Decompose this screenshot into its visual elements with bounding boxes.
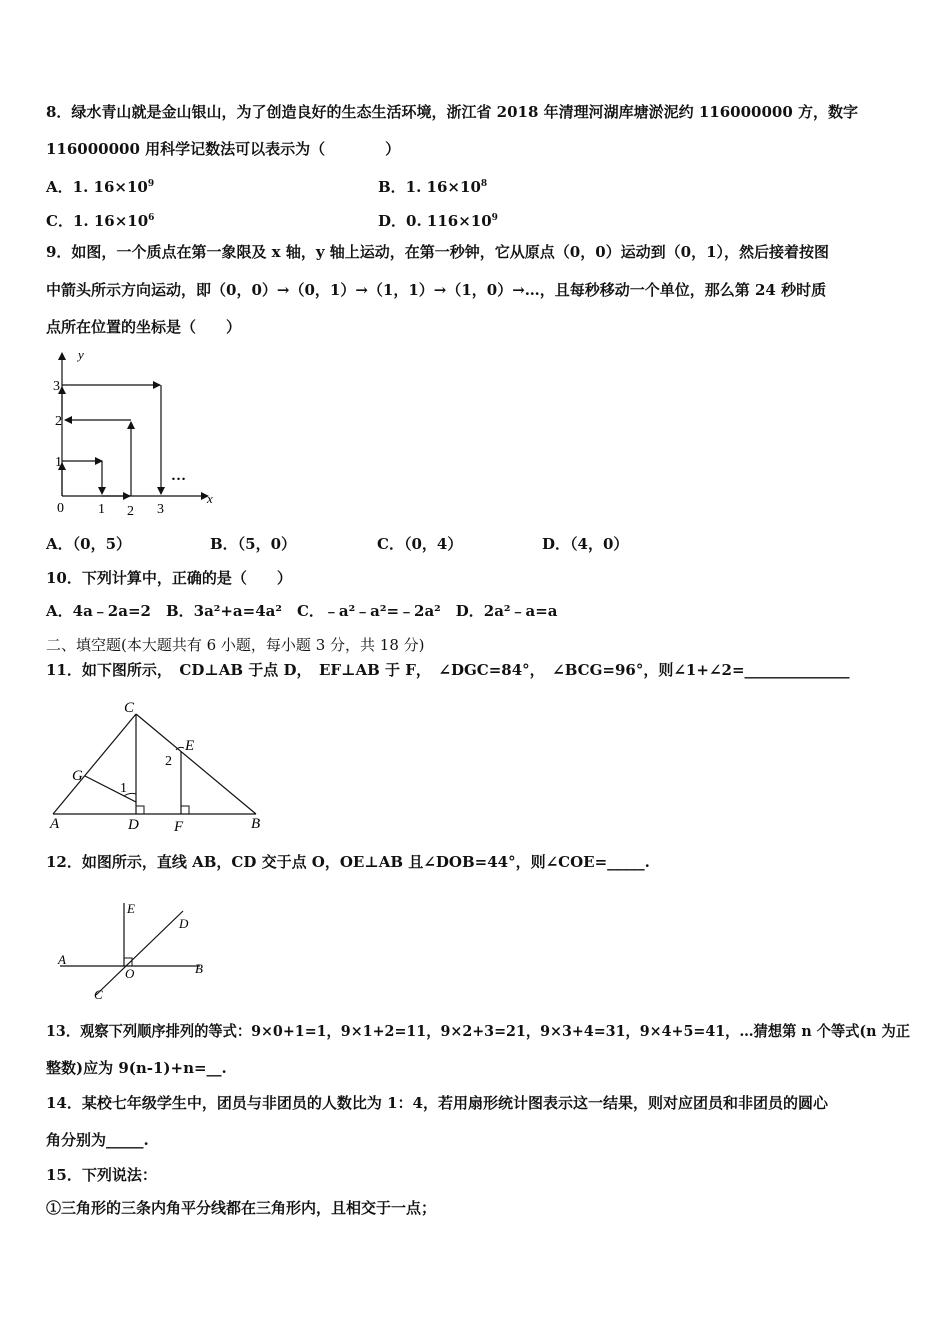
x-tick-2: 2: [127, 504, 134, 519]
q10-options: A．4a﹣2a=2 B．3a²+a=4a² C．﹣a²﹣a²=﹣2a² D．2a²﹣a=a: [46, 602, 558, 620]
y-tick-2: 2: [55, 414, 62, 429]
q9-option-c: C．（0，4）: [377, 535, 463, 553]
q11-stem: 11．如下图所示， CD⊥AB 于点 D， EF⊥AB 于 F， ∠DGC=84°， ∠BCG=96°，则∠1+∠2=______________: [46, 661, 850, 679]
x-tick-3: 3: [157, 502, 164, 517]
label-c: C: [124, 700, 135, 716]
q15-stem: 15．下列说法：: [46, 1166, 157, 1184]
y-tick-1: 1: [55, 455, 62, 470]
q13-line1: 13．观察下列顺序排列的等式：9×0+1=1，9×1+2=11，9×2+3=21，9×3+4=31，9×4+5=41，…猜想第 n 个等式(n 为正: [46, 1022, 910, 1040]
q15-item1: ①三角形的三条内角平分线都在三角形内，且相交于一点；: [46, 1199, 437, 1217]
q9-line1: 9．如图，一个质点在第一象限及 x 轴，y 轴上运动，在第一秒钟，它从原点（0，0）运动到（0，1），然后接着按图: [46, 243, 830, 261]
label-e: E: [127, 901, 135, 916]
label-d: D: [179, 916, 189, 931]
y-tick-3: 3: [53, 379, 60, 394]
q8-option-d: D．0. $116\times 10^9$: [378, 212, 498, 230]
angle-1-label: 1: [120, 781, 127, 796]
q10-stem: 10．下列计算中，正确的是（ ）: [46, 569, 292, 587]
label-d: D: [128, 817, 139, 833]
continuation-ellipsis: …: [171, 468, 186, 484]
label-f: F: [174, 819, 184, 835]
label-a: A: [50, 816, 60, 832]
q8-line1: 8．绿水青山就是金山银山，为了创造良好的生态生活环境，浙江省 2018 年清理河湖库塘淤泥约 116000000 方，数字: [46, 103, 859, 121]
q8-option-b: B．1. $16\times 10^8$: [378, 178, 488, 196]
q9-path-figure: [40, 345, 230, 520]
label-e: E: [185, 738, 195, 754]
q9-option-b: B．（5，0）: [210, 535, 297, 553]
x-axis-label: x: [207, 491, 213, 506]
q12-stem: 12．如图所示，直线 AB，CD 交于点 O，OE⊥AB 且∠DOB=44°，则∠COE=_____.: [46, 853, 650, 871]
q11-triangle-figure: [40, 692, 280, 842]
q8-option-a: A．1. $16\times 10^9$: [46, 178, 155, 196]
q14-line1: 14．某校七年级学生中，团员与非团员的人数比为 1：4，若用扇形统计图表示这一结果，则对应团员和非团员的圆心: [46, 1094, 828, 1112]
angle-2-label: 2: [165, 754, 172, 769]
label-b: B: [195, 961, 203, 976]
q8-option-c: C．1. $16\times 10^6$: [46, 212, 155, 230]
q9-option-a: A．（0，5）: [46, 535, 132, 553]
label-a: A: [58, 952, 66, 967]
q14-line2: 角分别为_____.: [46, 1131, 149, 1149]
y-axis-label: y: [78, 347, 84, 362]
label-o: O: [125, 966, 135, 981]
section2-heading: 二、填空题(本大题共有 6 小题，每小题 3 分，共 18 分): [46, 636, 425, 654]
q9-option-d: D．（4，0）: [542, 535, 629, 553]
label-g: G: [72, 768, 83, 784]
label-b: B: [251, 816, 261, 832]
label-c: C: [94, 987, 103, 1002]
q8-line2: 116000000 用科学记数法可以表示为（ ）: [46, 140, 401, 158]
q9-line2: 中箭头所示方向运动，即（0，0）→（0，1）→（1，1）→（1，0）→…，且每秒移动一个单位，那么第 24 秒时质: [46, 281, 827, 299]
q9-line3: 点所在位置的坐标是（ ）: [46, 318, 242, 336]
x-tick-1: 1: [98, 502, 105, 517]
origin-label: 0: [57, 501, 64, 516]
q13-line2: 整数)应为 9(n-1)+n=__.: [46, 1059, 227, 1077]
q12-lines-figure: [50, 895, 220, 1005]
